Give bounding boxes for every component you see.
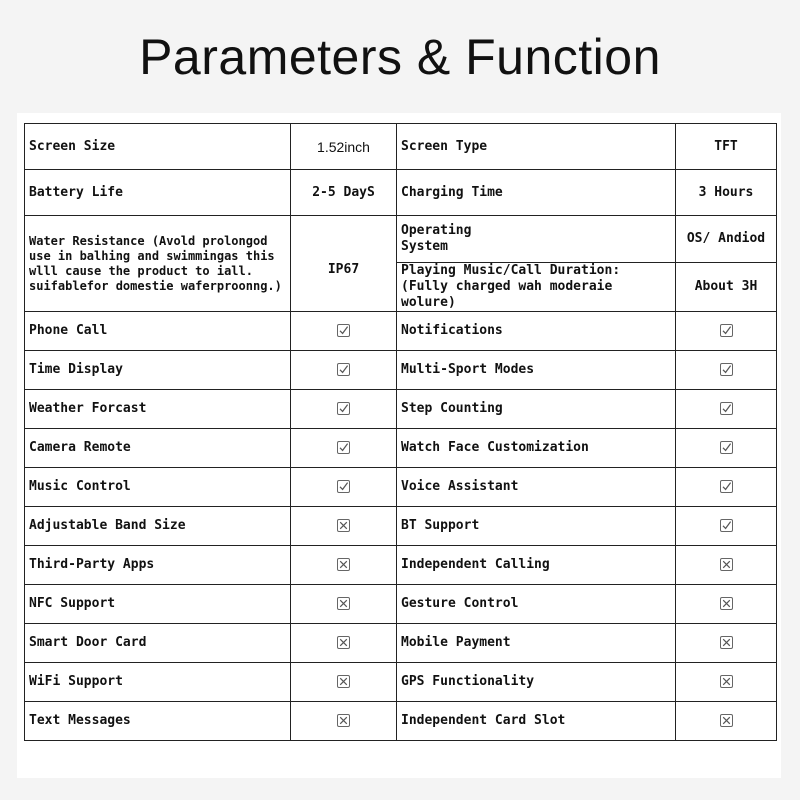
cross-box-icon <box>337 558 350 571</box>
table-row <box>25 390 777 429</box>
feature-status <box>676 546 777 585</box>
feature-name: Adjustable Band Size <box>25 507 291 546</box>
os-value: OS/ Andiod <box>676 216 777 263</box>
feature-name: Watch Face Customization <box>397 429 676 468</box>
check-box-icon <box>720 519 733 532</box>
cross-box-icon <box>337 597 350 610</box>
table-row <box>25 216 777 263</box>
check-box-icon <box>720 363 733 376</box>
water-resistance-label: Water Resistance (Avold prolongod use in balhing and swimmingas this wlll cause the product to iall. suifablefor domestie waferproonng.) <box>25 216 291 312</box>
feature-status <box>676 663 777 702</box>
table-row <box>25 624 777 663</box>
os-label-line: Operating <box>401 223 472 238</box>
cross-box-icon <box>337 675 350 688</box>
table-row <box>25 124 777 170</box>
feature-status <box>291 624 397 663</box>
feature-name: Independent Card Slot <box>397 702 676 741</box>
feature-name: Mobile Payment <box>397 624 676 663</box>
feature-name: Camera Remote <box>25 429 291 468</box>
feature-status <box>291 663 397 702</box>
feature-status <box>676 351 777 390</box>
feature-status <box>291 468 397 507</box>
check-box-icon <box>337 480 350 493</box>
table-row <box>25 429 777 468</box>
battery-life-value: 2-5 DayS <box>291 170 397 216</box>
feature-name: GPS Functionality <box>397 663 676 702</box>
feature-name: Step Counting <box>397 390 676 429</box>
music-duration-line: wolure) <box>401 295 456 310</box>
feature-name: Multi-Sport Modes <box>397 351 676 390</box>
feature-status <box>676 624 777 663</box>
table-row <box>25 663 777 702</box>
charging-time-label: Charging Time <box>397 170 676 216</box>
feature-name: Smart Door Card <box>25 624 291 663</box>
check-box-icon <box>337 363 350 376</box>
table-row <box>25 546 777 585</box>
feature-status <box>676 507 777 546</box>
os-label <box>397 216 676 263</box>
music-duration-line: Playing Music/Call Duration: <box>401 263 621 278</box>
feature-name: Third-Party Apps <box>25 546 291 585</box>
feature-status <box>676 585 777 624</box>
cross-box-icon <box>720 597 733 610</box>
table-row <box>25 702 777 741</box>
screen-size-label: Screen Size <box>25 124 291 170</box>
feature-status <box>676 468 777 507</box>
feature-status <box>291 429 397 468</box>
screen-size-value: 1.52inch <box>291 124 397 170</box>
page-title: Parameters & Function <box>139 29 661 85</box>
music-duration-line: (Fully charged wah moderaie <box>401 279 613 294</box>
cross-box-icon <box>720 558 733 571</box>
water-resistance-value: IP67 <box>291 216 397 312</box>
feature-status <box>291 351 397 390</box>
table-row <box>25 507 777 546</box>
music-duration-value: About 3H <box>676 263 777 312</box>
feature-status <box>291 390 397 429</box>
cross-box-icon <box>337 714 350 727</box>
feature-status <box>291 546 397 585</box>
feature-name: Gesture Control <box>397 585 676 624</box>
charging-time-value: 3 Hours <box>676 170 777 216</box>
check-box-icon <box>337 441 350 454</box>
feature-status <box>676 429 777 468</box>
cross-box-icon <box>720 714 733 727</box>
table-row <box>25 312 777 351</box>
feature-status <box>676 390 777 429</box>
table-row <box>25 351 777 390</box>
feature-name: Time Display <box>25 351 291 390</box>
table-row <box>25 468 777 507</box>
feature-status <box>291 585 397 624</box>
battery-life-label: Battery Life <box>25 170 291 216</box>
feature-name: BT Support <box>397 507 676 546</box>
feature-name: Phone Call <box>25 312 291 351</box>
feature-status <box>676 702 777 741</box>
cross-box-icon <box>337 519 350 532</box>
screen-type-label: Screen Type <box>397 124 676 170</box>
feature-status <box>291 312 397 351</box>
feature-name: Music Control <box>25 468 291 507</box>
check-box-icon <box>720 441 733 454</box>
cross-box-icon <box>720 636 733 649</box>
feature-name: WiFi Support <box>25 663 291 702</box>
screen-type-value: TFT <box>676 124 777 170</box>
feature-status <box>291 702 397 741</box>
feature-status <box>676 312 777 351</box>
feature-name: Text Messages <box>25 702 291 741</box>
check-box-icon <box>720 480 733 493</box>
check-box-icon <box>720 402 733 415</box>
table-row <box>25 170 777 216</box>
music-duration-label <box>397 263 676 312</box>
check-box-icon <box>337 402 350 415</box>
feature-status <box>291 507 397 546</box>
feature-name: Independent Calling <box>397 546 676 585</box>
parameters-table <box>24 123 777 741</box>
feature-name: Weather Forcast <box>25 390 291 429</box>
feature-name: Notifications <box>397 312 676 351</box>
check-box-icon <box>720 324 733 337</box>
feature-name: Voice Assistant <box>397 468 676 507</box>
cross-box-icon <box>337 636 350 649</box>
table-row <box>25 585 777 624</box>
os-label-line: System <box>401 239 448 254</box>
check-box-icon <box>337 324 350 337</box>
feature-name: NFC Support <box>25 585 291 624</box>
cross-box-icon <box>720 675 733 688</box>
